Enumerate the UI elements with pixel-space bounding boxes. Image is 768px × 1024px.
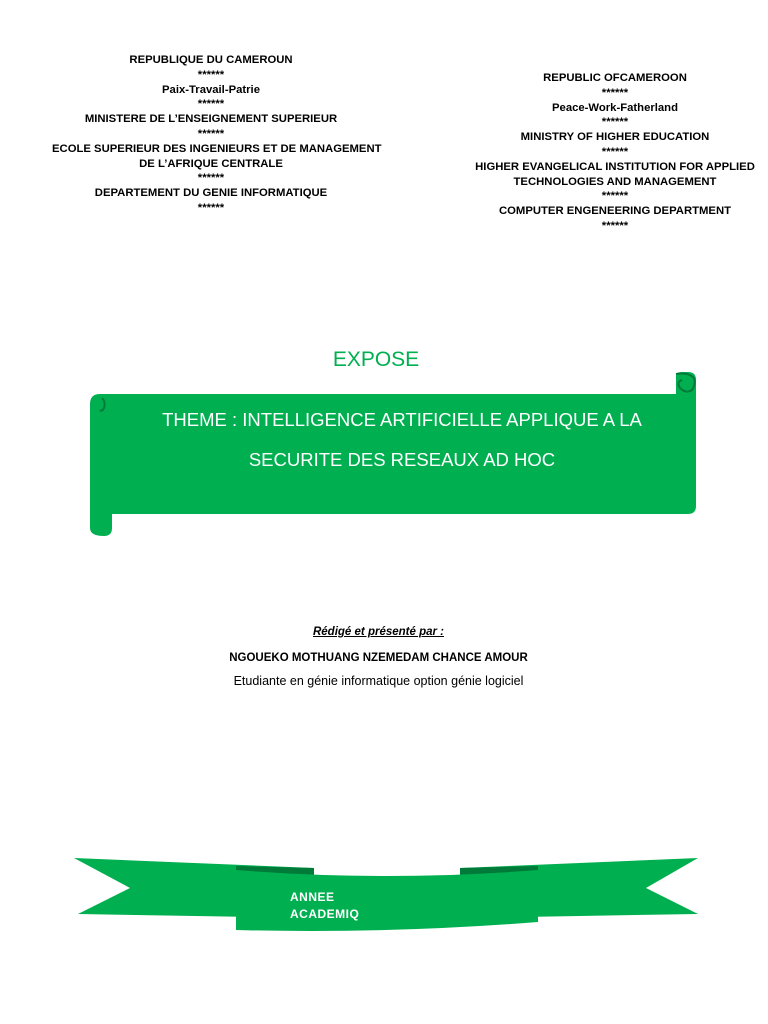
theme-line-1: THEME : INTELLIGENCE ARTIFICIELLE APPLIQUE A LA <box>162 409 642 430</box>
academic-year-label <box>290 889 359 923</box>
department-fr: DEPARTEMENT DU GENIE INFORMATIQUE <box>94 187 328 200</box>
expose-title: EXPOSE <box>332 348 420 371</box>
institution-en: HIGHER EVANGELICAL INSTITUTION FOR APPLIED TECHNOLOGIES AND MANAGEMENT <box>475 160 755 188</box>
header-left-block <box>52 53 382 216</box>
separator: ****** <box>601 190 629 203</box>
motto-fr: Paix-Travail-Patrie <box>162 83 260 96</box>
country-en: REPUBLIC OFCAMEROON <box>543 72 687 84</box>
separator: ****** <box>197 127 225 140</box>
separator: ****** <box>197 172 225 185</box>
author-name: NGOUEKO MOTHUANG NZEMEDAM CHANCE AMOUR <box>229 652 528 664</box>
author-block <box>0 626 757 688</box>
academic-year-banner <box>74 856 700 936</box>
separator: ****** <box>197 201 225 214</box>
department-en: COMPUTER ENGENEERING DEPARTMENT <box>498 205 732 218</box>
separator: ****** <box>601 116 629 129</box>
separator: ****** <box>601 86 629 99</box>
separator: ****** <box>601 219 629 232</box>
theme-line-2: SECURITE DES RESEAUX AD HOC <box>248 449 556 470</box>
country-fr: REPUBLIQUE DU CAMEROUN <box>129 54 293 66</box>
separator: ****** <box>197 98 225 111</box>
author-heading: Rédigé et présenté par : <box>312 626 444 638</box>
separator: ****** <box>601 145 629 158</box>
school-fr-line2: DE L’AFRIQUE CENTRALE <box>139 157 283 170</box>
ministry-en: MINISTRY OF HIGHER EDUCATION <box>520 131 710 144</box>
school-fr-line1: ECOLE SUPERIEUR DES INGENIEURS ET DE MANAGEMENT <box>52 142 382 155</box>
ministry-fr: MINISTERE DE L’ENSEIGNEMENT SUPERIEUR <box>84 113 338 126</box>
separator: ****** <box>197 68 225 81</box>
year-line-2: ACADEMIQ <box>290 907 360 921</box>
author-role: Etudiante en génie informatique option génie logiciel <box>233 674 524 688</box>
theme-title <box>112 400 692 480</box>
motto-en: Peace-Work-Fatherland <box>552 101 678 114</box>
year-line-1: ANNEE <box>290 890 335 904</box>
header-right-block <box>474 71 756 234</box>
